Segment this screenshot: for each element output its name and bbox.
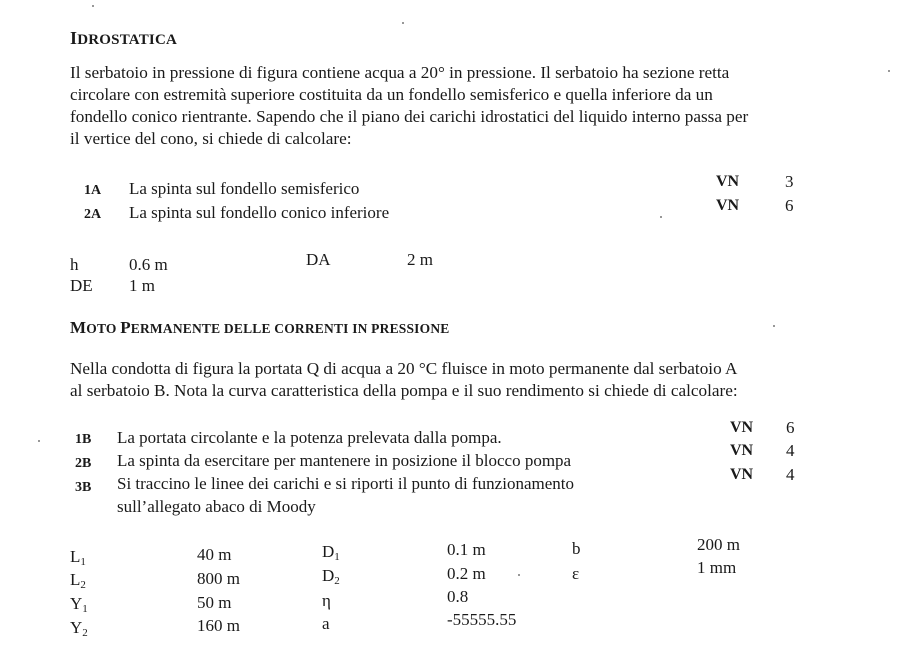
subscript: 2	[334, 575, 340, 587]
param-value-a: -55555.55	[447, 610, 517, 629]
question-number: 2A	[84, 207, 102, 222]
param-label-de: DE	[70, 276, 93, 295]
param-value-de: 1 m	[129, 276, 155, 295]
symbol: D	[322, 566, 335, 585]
vn-value: 4	[786, 441, 795, 460]
param-value-eta: 0.8	[447, 587, 469, 606]
paragraph-line: il vertice del cono, si chiede di calcolare:	[70, 129, 352, 148]
title-rest: OTO	[86, 321, 121, 336]
section-b-paragraph	[70, 358, 738, 402]
param-value-eps: 1 mm	[697, 558, 737, 577]
vn-label: VN	[716, 197, 740, 214]
param-value-h: 0.6 m	[129, 255, 168, 274]
vn-value: 6	[786, 418, 795, 437]
vn-label: VN	[730, 466, 754, 483]
paragraph-line: fondello conico rientrante. Sapendo che il piano dei carichi idrostatici del liquido interno passa per	[70, 107, 749, 126]
question-number: 2B	[75, 456, 92, 471]
param-label-h: h	[70, 255, 79, 274]
question-number: 1A	[84, 183, 102, 198]
param-label-b: b	[572, 539, 581, 558]
param-value-l2: 800 m	[197, 569, 240, 588]
symbol: Y	[70, 594, 83, 613]
vn-value: 4	[786, 465, 795, 484]
symbol: L	[70, 547, 81, 566]
param-label-da: DA	[306, 250, 331, 269]
param-label-eps: ε	[572, 564, 580, 583]
title-initial: P	[120, 318, 131, 337]
question-text-continued: sull’allegato abaco di Moody	[117, 497, 316, 516]
param-label-a: a	[322, 614, 330, 633]
scan-speck	[38, 440, 40, 442]
param-label-d2	[322, 566, 340, 587]
vn-label: VN	[730, 419, 754, 436]
subscript: 1	[80, 556, 86, 568]
vn-value: 3	[785, 172, 794, 191]
param-label-y1	[70, 594, 88, 615]
scan-speck	[773, 325, 775, 327]
title-initial: I	[70, 28, 78, 48]
param-value-y2: 160 m	[197, 616, 240, 635]
param-label-d1	[322, 542, 340, 563]
subscript: 1	[82, 603, 88, 615]
question-text: La spinta sul fondello semisferico	[129, 179, 360, 198]
title-initial: M	[70, 318, 87, 337]
question-text: La spinta sul fondello conico inferiore	[129, 203, 390, 222]
paragraph-line: Il serbatoio in pressione di figura contiene acqua a 20° in pressione. Il serbatoio ha sezione retta	[70, 63, 730, 82]
param-value-d1: 0.1 m	[447, 540, 486, 559]
scan-speck	[660, 216, 662, 218]
subscript: 2	[82, 627, 88, 639]
scan-speck	[518, 574, 520, 576]
question-number: 3B	[75, 480, 92, 495]
question-text: La spinta da esercitare per mantenere in posizione il blocco pompa	[117, 451, 572, 470]
symbol: D	[322, 542, 335, 561]
question-text: La portata circolante e la potenza prelevata dalla pompa.	[117, 428, 502, 447]
scan-speck	[92, 5, 94, 7]
param-value-da: 2 m	[407, 250, 433, 269]
paragraph-line: al serbatoio B. Nota la curva caratteristica della pompa e il suo rendimento si chiede di calcolare:	[70, 381, 738, 400]
param-value-l1: 40 m	[197, 545, 232, 564]
param-value-d2: 0.2 m	[447, 564, 486, 583]
paragraph-line: circolare con estremità superiore costituita da un fondello semisferico e quella inferiore da un	[70, 85, 713, 104]
param-label-l2	[70, 570, 86, 591]
subscript: 1	[334, 551, 340, 563]
section-a-paragraph	[70, 62, 748, 150]
symbol: Y	[70, 618, 83, 637]
section-title-moto-permanente	[70, 318, 450, 338]
vn-label: VN	[730, 442, 754, 459]
scan-speck	[888, 70, 890, 72]
param-label-y2	[70, 618, 88, 639]
param-label-eta: η	[322, 591, 331, 610]
subscript: 2	[80, 579, 86, 591]
param-value-b: 200 m	[697, 535, 740, 554]
scan-speck	[402, 22, 404, 24]
section-title-idrostatica	[70, 28, 177, 49]
title-rest: ERMANENTE DELLE CORRENTI IN PRESSIONE	[130, 321, 450, 336]
param-label-l1	[70, 547, 86, 568]
paragraph-line: Nella condotta di figura la portata Q di acqua a 20 °C fluisce in moto permanente dal serbatoio A	[70, 359, 738, 378]
vn-label: VN	[716, 173, 740, 190]
param-value-y1: 50 m	[197, 593, 232, 612]
symbol: L	[70, 570, 81, 589]
question-text: Si traccino le linee dei carichi e si riporti il punto di funzionamento	[117, 474, 574, 493]
vn-value: 6	[785, 196, 794, 215]
title-rest: DROSTATICA	[77, 32, 178, 48]
question-number: 1B	[75, 432, 92, 447]
